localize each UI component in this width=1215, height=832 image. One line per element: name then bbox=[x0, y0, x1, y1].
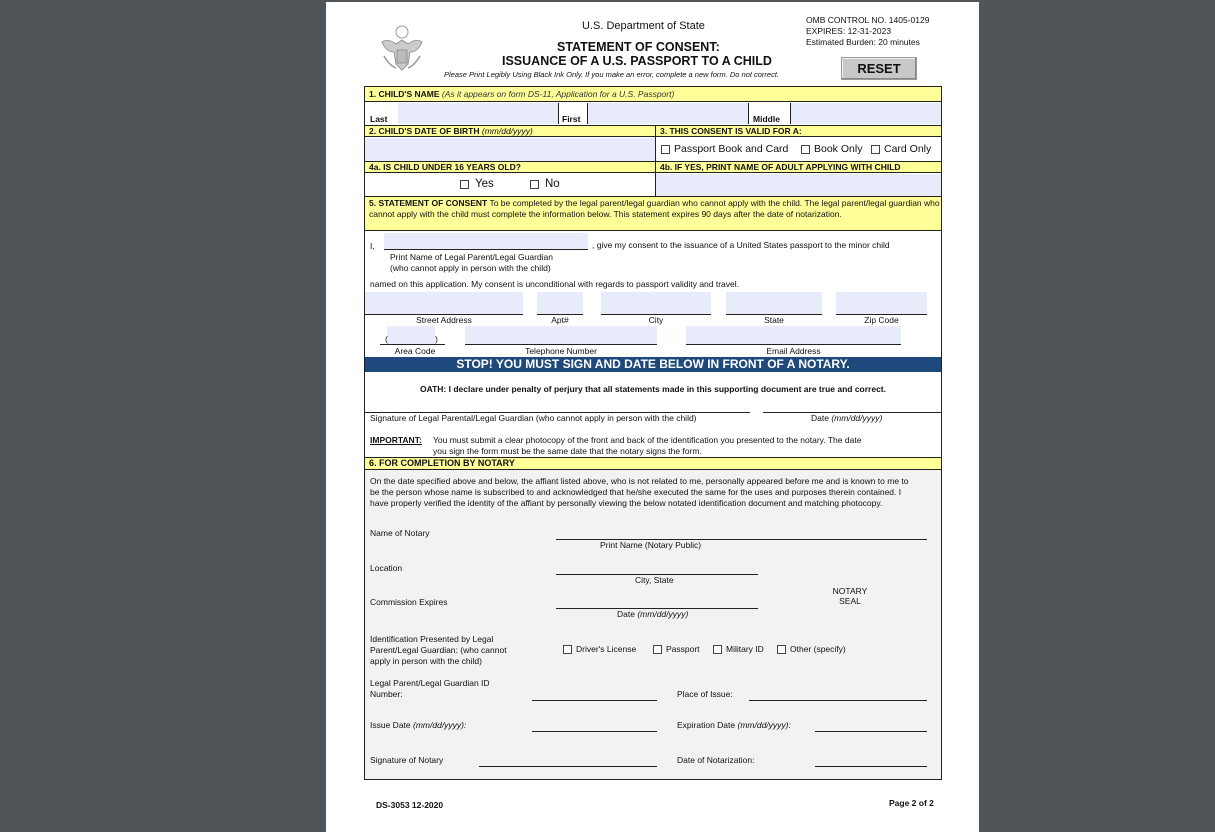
other-id-checkbox[interactable] bbox=[777, 645, 786, 654]
id-presented-line3: apply in person with the child) bbox=[370, 656, 482, 666]
expiration-date-format: (mm/dd/yyyy): bbox=[737, 720, 791, 730]
street-address-input[interactable] bbox=[365, 292, 523, 314]
section-2-header bbox=[365, 125, 655, 137]
important-line-1: You must submit a clear photocopy of the front and back of the identification you presented to the notary. The date bbox=[433, 435, 862, 445]
place-of-issue-label: Place of Issue: bbox=[677, 689, 733, 699]
first-name-label: First bbox=[562, 114, 581, 124]
location-label: Location bbox=[370, 563, 403, 573]
middle-name-label: Middle bbox=[753, 114, 780, 124]
section-5-header bbox=[365, 196, 941, 231]
zip-code-input[interactable] bbox=[836, 292, 927, 314]
section-4a-title: 4a. IS CHILD UNDER 16 YEARS OLD? bbox=[369, 162, 521, 172]
form-id: DS-3053 12-2020 bbox=[376, 800, 444, 810]
name-caption-1: Print Name of Legal Parent/Legal Guardian bbox=[390, 252, 554, 262]
place-of-issue-line[interactable] bbox=[749, 700, 927, 701]
id-number-line[interactable] bbox=[532, 700, 657, 701]
notary-section-bg bbox=[365, 470, 941, 779]
omb-expires: EXPIRES: 12-31-2023 bbox=[806, 26, 892, 36]
passport-id-label: Passport bbox=[666, 644, 700, 654]
date-of-notarization-line[interactable] bbox=[815, 766, 927, 767]
area-code-input[interactable] bbox=[387, 326, 435, 344]
named-text: named on this application. My consent is unconditional with regards to passport validity and travel. bbox=[370, 279, 740, 289]
expiration-date-line[interactable] bbox=[815, 731, 927, 732]
parent-name-input[interactable] bbox=[384, 233, 588, 249]
telephone-input[interactable] bbox=[465, 326, 657, 344]
print-name-caption: Print Name (Notary Public) bbox=[600, 540, 702, 550]
oath-text: OATH: I declare under penalty of perjury that all statements made in this supporting document are true and correct. bbox=[419, 384, 886, 394]
section-4b-title: 4b. IF YES, PRINT NAME OF ADULT APPLYING WITH CHILD bbox=[660, 162, 901, 172]
book-only-checkbox[interactable] bbox=[801, 145, 810, 154]
divider bbox=[748, 103, 749, 124]
great-seal-icon bbox=[378, 24, 426, 76]
street-address-label: Street Address bbox=[416, 315, 472, 325]
section-6-title: 6. FOR COMPLETION BY NOTARY bbox=[369, 458, 515, 468]
section-6-header bbox=[365, 457, 941, 470]
paren-open: ( bbox=[385, 334, 388, 344]
stop-banner: STOP! YOU MUST SIGN AND DATE BELOW IN FRONT OF A NOTARY. bbox=[365, 357, 941, 372]
form-instructions: Please Print Legibly Using Black Ink Only. If you make an error, complete a new form. Do not correct. bbox=[444, 70, 780, 79]
important-line-2: you sign the form must be the same date that the notary signs the form. bbox=[433, 446, 702, 456]
city-state-caption: City, State bbox=[635, 575, 674, 585]
underline bbox=[465, 344, 657, 345]
section-5-title: 5. STATEMENT OF CONSENT bbox=[369, 198, 488, 208]
date-format-text: (mm/dd/yyyy) bbox=[831, 413, 883, 423]
omb-burden: Estimated Burden: 20 minutes bbox=[806, 37, 920, 47]
date-of-notarization-label: Date of Notarization: bbox=[677, 755, 755, 765]
last-name-input[interactable] bbox=[398, 103, 558, 124]
section-1-subtitle: (As it appears on form DS-11, Application for a U.S. Passport) bbox=[441, 89, 675, 99]
under-16-no-checkbox[interactable] bbox=[530, 180, 539, 189]
parent-signature-label: Signature of Legal Parental/Legal Guardian (who cannot apply in person with the child) bbox=[370, 413, 697, 423]
state-label: State bbox=[764, 315, 784, 325]
name-of-notary-label: Name of Notary bbox=[370, 528, 430, 538]
notary-seal-line2: SEAL bbox=[839, 596, 861, 606]
email-input[interactable] bbox=[686, 326, 901, 344]
divider bbox=[558, 103, 559, 124]
date-caption-text: Date bbox=[617, 609, 635, 619]
section-3-header bbox=[656, 125, 941, 137]
document-page bbox=[326, 2, 979, 832]
other-id-label: Other (specify) bbox=[790, 644, 846, 654]
state-input[interactable] bbox=[726, 292, 822, 314]
department-name: U.S. Department of State bbox=[582, 20, 705, 32]
apt-label: Apt# bbox=[551, 315, 569, 325]
section-1-title: 1. CHILD'S NAME bbox=[369, 89, 440, 99]
expiration-date-text: Expiration Date bbox=[677, 720, 736, 730]
section-4a-header bbox=[365, 161, 655, 173]
issue-date-label bbox=[370, 720, 466, 730]
email-label: Email Address bbox=[766, 346, 821, 356]
notary-signature-line[interactable] bbox=[479, 766, 657, 767]
notary-seal-line1: NOTARY bbox=[832, 586, 868, 596]
notary-paragraph: On the date specified above and below, the affiant listed above, who is not related to me, personally appeared before me and is known to me to be the person whose name is subscribed to and acknowledged that he/she executed the same for the uses and purposes therein contained. I have properly verified the identity of the affiant by personally viewing the below notated identification document and matching photocopy. bbox=[370, 476, 909, 508]
under-16-yes-label: Yes bbox=[475, 178, 494, 190]
telephone-label: Telephone Number bbox=[525, 346, 597, 356]
expiration-date-label bbox=[677, 720, 791, 730]
dob-input[interactable] bbox=[365, 138, 655, 161]
commission-date-caption bbox=[617, 609, 688, 619]
apt-input[interactable] bbox=[537, 292, 583, 314]
id-number-label bbox=[370, 678, 490, 700]
id-presented-line2: Parent/Legal Guardian: (who cannot bbox=[370, 645, 507, 655]
drivers-license-label: Driver's License bbox=[576, 644, 637, 654]
omb-control: OMB CONTROL NO. 1405-0129 bbox=[806, 15, 930, 25]
omb-info bbox=[806, 15, 929, 48]
underline bbox=[380, 344, 445, 345]
adult-name-input[interactable] bbox=[656, 174, 941, 196]
zip-code-label: Zip Code bbox=[864, 315, 899, 325]
section-2-format: (mm/dd/yyyy) bbox=[481, 126, 533, 136]
signature-of-notary-label: Signature of Notary bbox=[370, 755, 444, 765]
id-number-line1: Legal Parent/Legal Guardian ID bbox=[370, 678, 490, 688]
parent-signature-input[interactable] bbox=[365, 397, 750, 412]
date-label-text: Date bbox=[811, 413, 829, 423]
issue-date-format: (mm/dd/yyyy): bbox=[413, 720, 467, 730]
notary-seal-label bbox=[820, 586, 880, 606]
commission-expires-label: Commission Expires bbox=[370, 597, 448, 607]
reset-button[interactable]: RESET bbox=[841, 57, 917, 80]
form-title-line2: ISSUANCE OF A U.S. PASSPORT TO A CHILD bbox=[502, 54, 772, 68]
military-id-label: Military ID bbox=[726, 644, 764, 654]
id-presented-label bbox=[370, 634, 507, 667]
section-4b-header bbox=[656, 161, 941, 173]
area-code-label: Area Code bbox=[394, 346, 436, 356]
date-caption-format: (mm/dd/yyyy) bbox=[637, 609, 689, 619]
underline bbox=[384, 249, 588, 250]
consent-text: , give my consent to the issuance of a United States passport to the minor child bbox=[592, 240, 890, 250]
middle-name-input[interactable] bbox=[791, 103, 941, 124]
under-16-yes-checkbox[interactable] bbox=[460, 180, 469, 189]
underline bbox=[686, 344, 901, 345]
card-only-label: Card Only bbox=[884, 143, 932, 155]
consent-form bbox=[364, 86, 942, 780]
id-presented-line1: Identification Presented by Legal bbox=[370, 634, 494, 644]
issue-date-text: Issue Date bbox=[370, 720, 411, 730]
last-name-label: Last bbox=[370, 114, 388, 124]
section-5-text: To be completed by the legal parent/legal guardian who cannot apply with the child. The legal parent/legal guardian who cannot apply with the child must complete the information below. This statement expires 90 days after the date of notarization. bbox=[369, 198, 940, 219]
city-label: City bbox=[648, 315, 664, 325]
parent-date-label bbox=[811, 413, 882, 423]
first-name-input[interactable] bbox=[588, 103, 748, 124]
city-input[interactable] bbox=[601, 292, 711, 314]
section-1-header bbox=[365, 87, 941, 102]
under-16-no-label: No bbox=[545, 178, 560, 190]
military-id-checkbox[interactable] bbox=[713, 645, 722, 654]
paren-close: ) bbox=[435, 334, 438, 344]
important-label: IMPORTANT: bbox=[370, 435, 422, 445]
passport-book-and-card-checkbox[interactable] bbox=[661, 145, 670, 154]
passport-book-and-card-label: Passport Book and Card bbox=[674, 143, 789, 155]
issue-date-line[interactable] bbox=[532, 731, 657, 732]
section-2-title: 2. CHILD'S DATE OF BIRTH bbox=[369, 126, 480, 136]
drivers-license-checkbox[interactable] bbox=[563, 645, 572, 654]
card-only-checkbox[interactable] bbox=[871, 145, 880, 154]
id-number-line2: Number: bbox=[370, 689, 403, 699]
book-only-label: Book Only bbox=[814, 143, 863, 155]
page-number: Page 2 of 2 bbox=[889, 798, 934, 808]
passport-id-checkbox[interactable] bbox=[653, 645, 662, 654]
form-title-line1: STATEMENT OF CONSENT: bbox=[557, 40, 720, 54]
name-caption-2: (who cannot apply in person with the child) bbox=[390, 263, 551, 273]
i-label: I, bbox=[370, 241, 375, 251]
section-3-title: 3. THIS CONSENT IS VALID FOR A: bbox=[660, 126, 802, 136]
